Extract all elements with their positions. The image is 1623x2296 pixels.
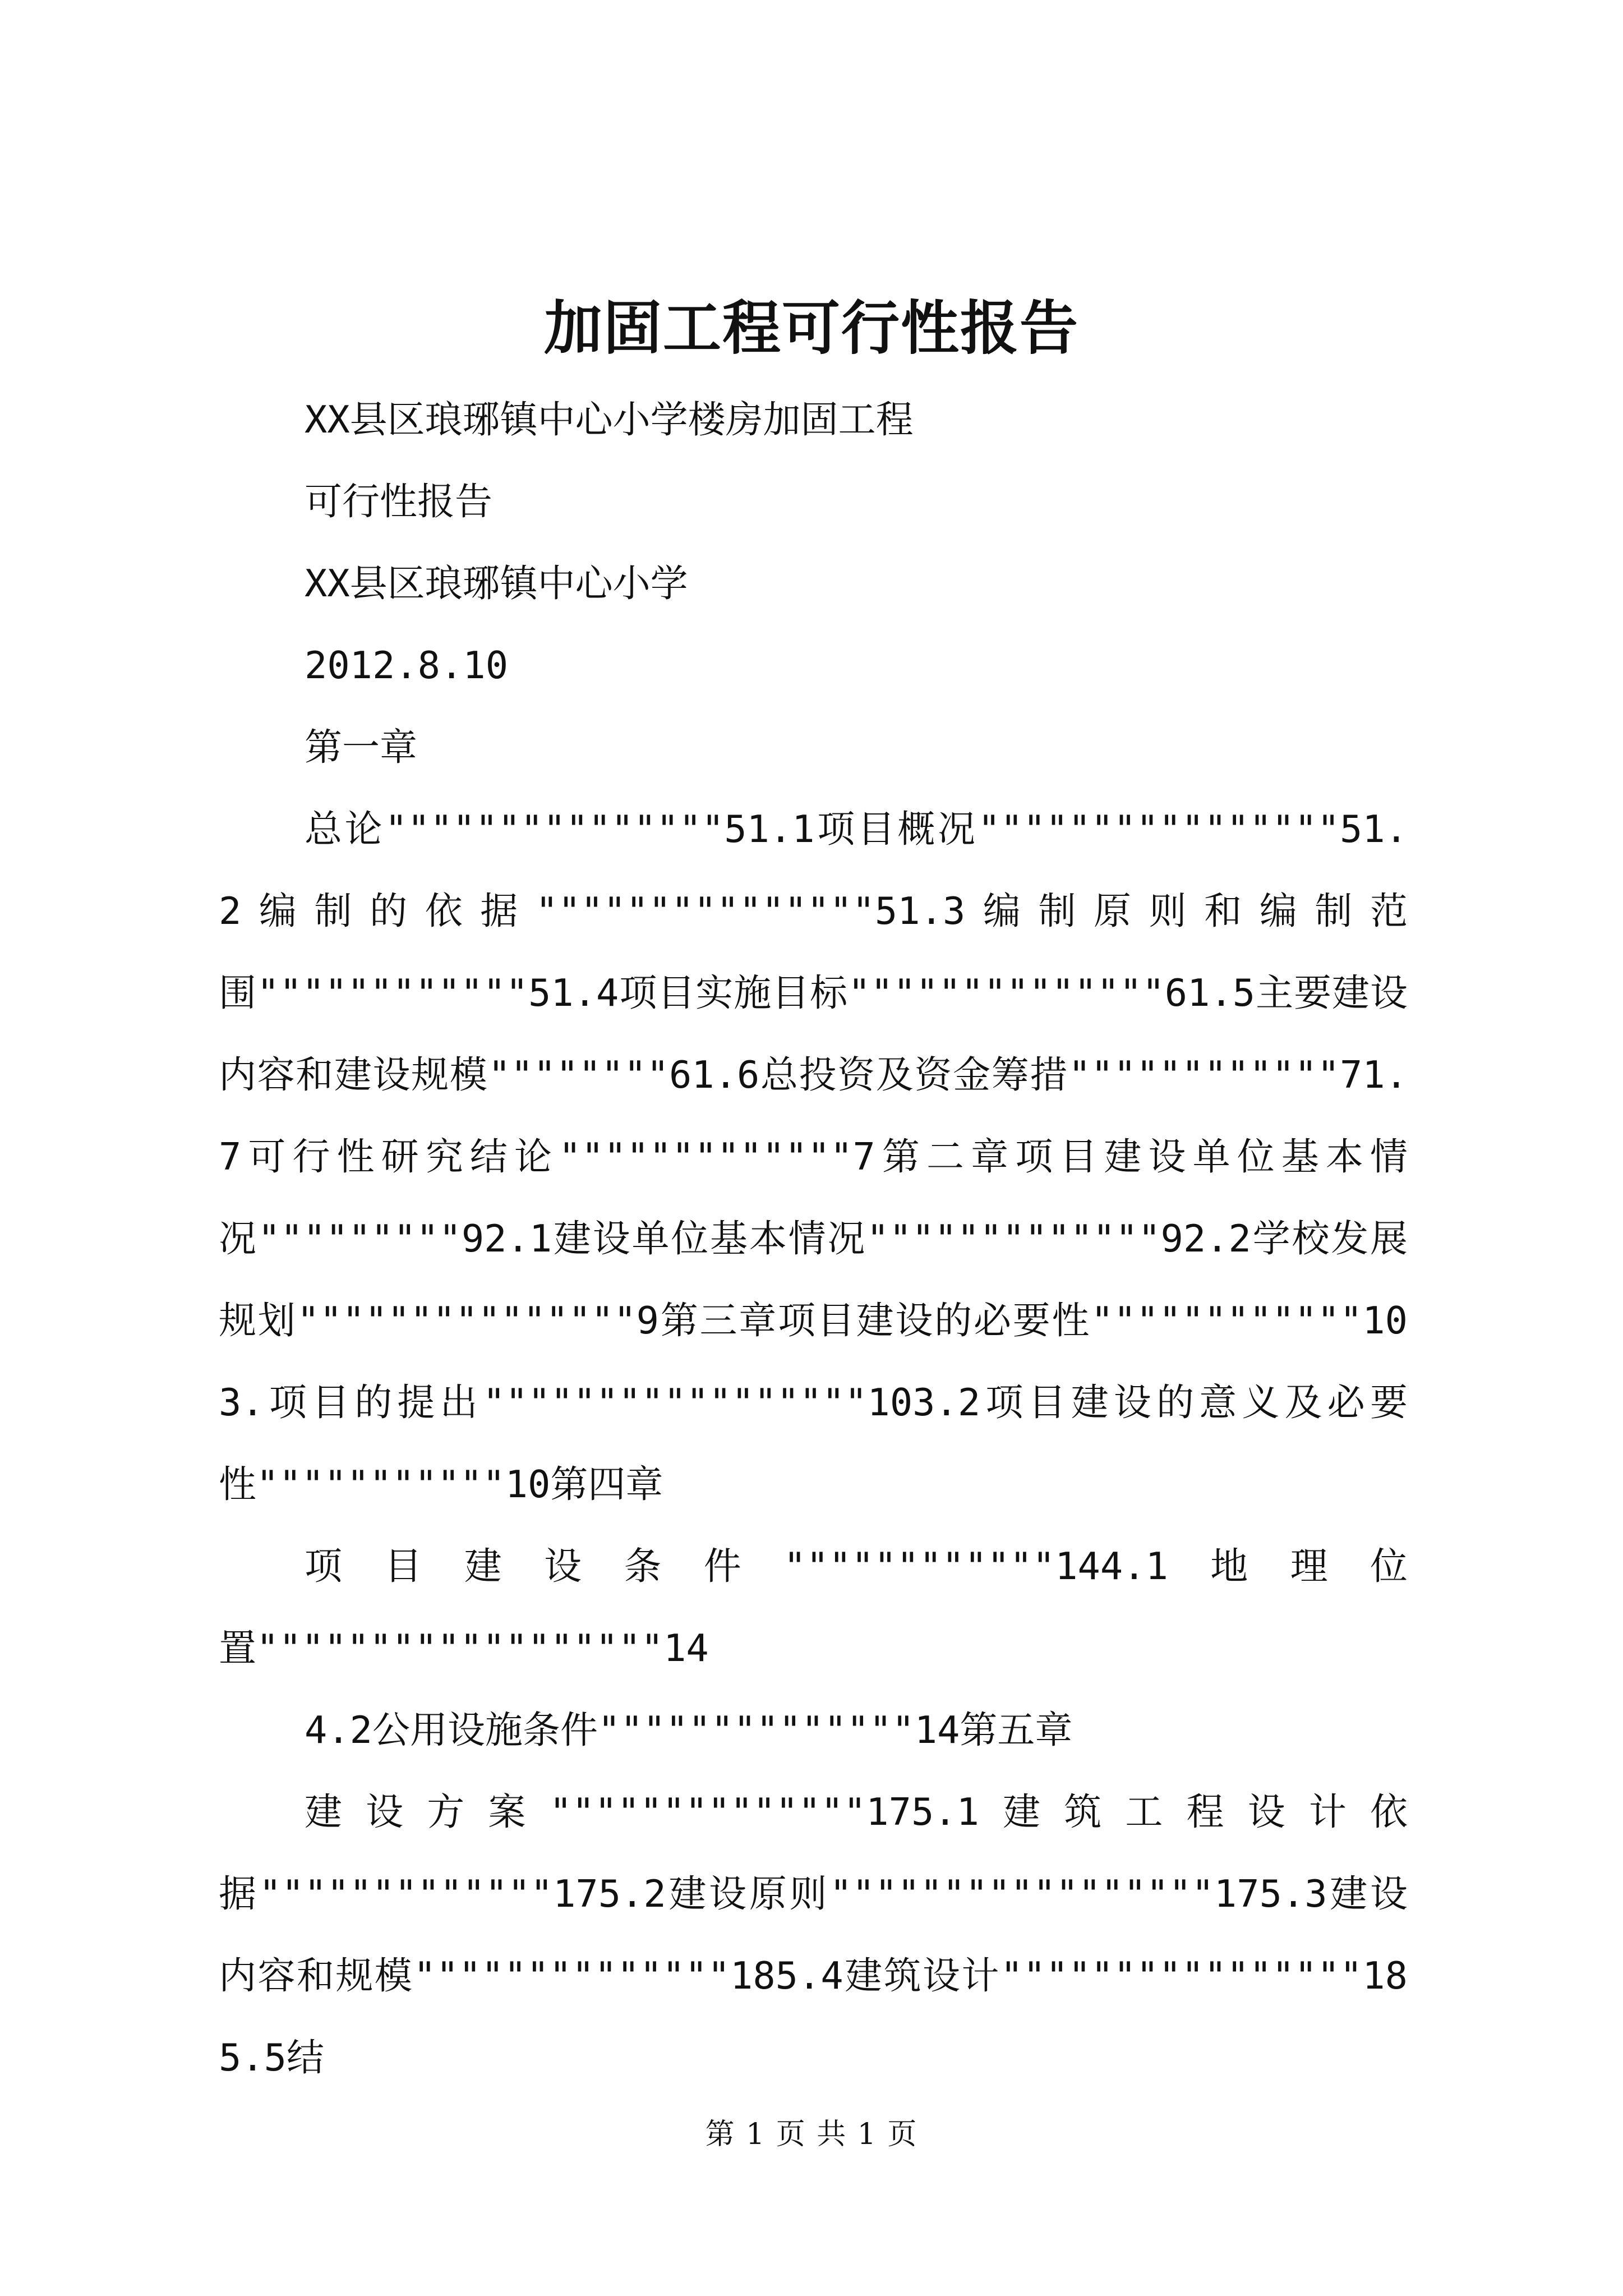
document-title: 加固工程可行性报告 (543, 293, 1079, 362)
toc-paragraph-1: 总论"""""""""""""""51.1项目概况""""""""""""""""51.2编制的依据"""""""""""""""51.3编制原则和编制范围""""""""""""51.4项目实施目标""""""""""""""61.5主要建设内容和建设规模""""""""61.6总投资及资金筹措""""""""""""71.7可行性研究结论"""""""""""""7第二章项目建设单位基本情况"""""""""92.1建设单位基本情况"""""""""""""92.2学校发展规划"""""""""""""""9第三章项目建设的必要性""""""""""""103.项目的提出"""""""""""""""""103.2项目建设的意义及必要性"""""""""""10第四章 (219, 807, 1408, 1506)
organization-line: XX县区琅琊镇中心小学 (305, 562, 688, 605)
toc-paragraph-2: 项目建设条件""""""""""""144.1地理位置""""""""""""""""""14 (219, 1544, 1408, 1670)
date-line: 2012.8.10 (305, 643, 509, 687)
chapter-one-heading: 第一章 (305, 725, 417, 769)
toc-paragraph-4: 建设方案""""""""""""""175.1建筑工程设计依据"""""""""""""175.2建设原则"""""""""""""""""175.3建设内容和规模""""""""""""""185.4建筑设计""""""""""""""""185.5结 (219, 1790, 1408, 2079)
project-name-line: XX县区琅琊镇中心小学楼房加固工程 (305, 398, 914, 441)
report-type-line: 可行性报告 (305, 480, 492, 523)
document-body (219, 379, 1408, 2099)
toc-paragraph-3: 4.2公用设施条件""""""""""""""14第五章 (305, 1708, 1073, 1752)
page-footer: 第 1 页 共 1 页 (705, 2118, 918, 2151)
